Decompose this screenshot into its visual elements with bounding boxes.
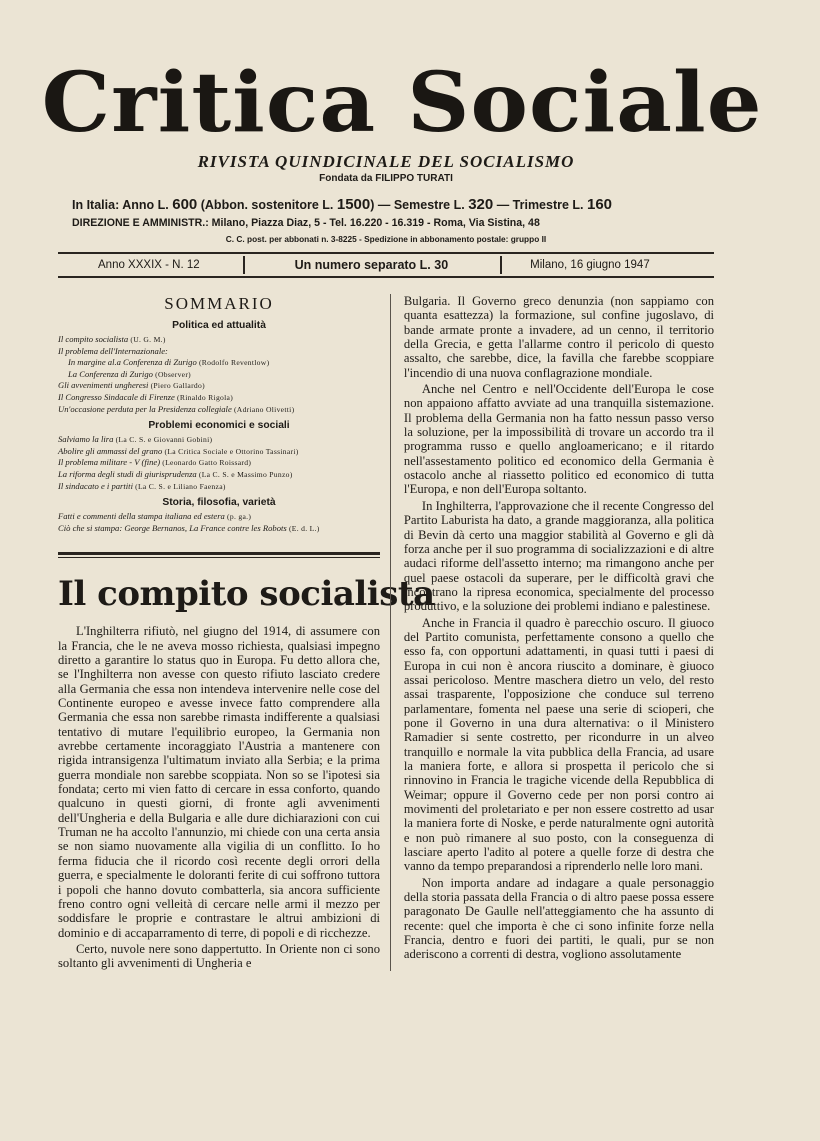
toc-entry-author: (La Critica Sociale e Ottorino Tassinari) xyxy=(162,446,299,456)
toc-entry-title: Abolire gli ammassi del grano xyxy=(58,445,163,456)
issue-date: Milano, 16 giugno 1947 xyxy=(530,259,650,271)
issue-info-bar xyxy=(58,252,714,278)
toc-entry-title: Un'occasione perduta per la Presidenza collegiale xyxy=(58,403,232,414)
article-paragraph: Non importa andare ad indagare a quale personaggio della storia passata della Francia o di altro paese possa essere paragonato De Gaulle nell'atteggiamento che ha assunto di recente: quel che importa è che ci sono infinite forze nella Francia, dentro e fuori dei partiti, le quali, pur se non aderiscono a correnti di destra, vogliono assolutamente xyxy=(403,875,714,962)
toc-list xyxy=(58,434,380,492)
postal-info: C. C. post. per abbonati n. 3-8225 - Spedizione in abbonamento postale: gruppo II xyxy=(225,234,547,244)
issue-price: Un numero separato L. 30 xyxy=(243,256,503,274)
toc-entry xyxy=(58,346,380,358)
toc-entry-title: Salviamo la lira xyxy=(58,434,114,445)
article-paragraph: Certo, nuvole nere sono dappertutto. In Oriente non ci sono soltanto gli avvenimenti di Ungheria e xyxy=(58,941,380,971)
toc-entry-author: (La C. S. e Liliano Faenza) xyxy=(132,481,226,491)
toc-entry xyxy=(58,481,380,493)
toc-entry-title: La riforma degli studi di giurisprudenza xyxy=(58,468,197,479)
toc-entry-author: (Piero Gallardo) xyxy=(148,381,205,391)
toc-entry xyxy=(58,469,380,481)
toc-entry-author: (p. ga.) xyxy=(224,512,252,522)
column-divider xyxy=(390,294,391,971)
toc-entry-author: (Leonardo Gatto Roissard) xyxy=(160,458,252,468)
table-of-contents xyxy=(58,294,380,534)
editorial-address: DIREZIONE E AMMINISTR.: Milano, Piazza Diaz, 5 - Tel. 16.220 - 16.319 - Roma, Via Sistina, 48 xyxy=(72,217,540,229)
toc-section-heading: Storia, filosofia, varietà xyxy=(162,497,276,509)
toc-entry-title: La Conferenza di Zurigo xyxy=(68,368,153,379)
toc-entry xyxy=(58,357,380,369)
toc-entry-title: Ciò che si stampa: George Bernanos, La France contre les Robots xyxy=(58,522,287,533)
toc-entry xyxy=(58,392,380,404)
toc-entry-title: Il sindacato e i partiti xyxy=(58,480,133,491)
toc-section-heading: Politica ed attualità xyxy=(172,320,266,331)
toc-sections xyxy=(58,320,380,534)
issue-number: Anno XXXIX - N. 12 xyxy=(98,259,200,271)
toc-entry-title: Il compito socialista xyxy=(58,334,129,344)
toc-entry xyxy=(58,404,380,416)
article-body-right xyxy=(404,294,714,971)
article-paragraph: In Inghilterra, l'approvazione che il recente Congresso del Partito Laburista ha dato, a grande maggioranza, alla politica di Bevin dà certo una maggior stabilità al Governo e gli dà forza anche per il suo programma di socializzazioni e di altre audaci riforme dell'assetto interno; ma rimangono anche per quel paese ostacoli da superare, per le difficoltà gravi che incontrano la ripresa economica, specialmente del processo produttivo, e la soluzione dei problemi indiano e palestinese. xyxy=(403,498,714,614)
toc-entry xyxy=(58,369,380,381)
article-body-left xyxy=(58,624,380,970)
sommario-title: SOMMARIO xyxy=(164,294,274,313)
toc-entry-author: (Rodolfo Reventlow) xyxy=(196,358,270,368)
toc-list xyxy=(58,511,380,534)
toc-entry xyxy=(58,511,380,523)
toc-entry-title: In margine al.a Conferenza di Zurigo xyxy=(68,357,197,368)
toc-entry-author: (La C. S. e Massimo Punzo) xyxy=(196,469,293,479)
article-title: Il compito socialista xyxy=(58,574,435,615)
toc-entry xyxy=(58,434,380,446)
article-paragraph: Bulgaria. Il Governo greco denunzia (non sappiamo con quanta esattezza) la formazione, sul confine jugoslavo, di bande armate pronte a invadere, ad un cenno, il territorio della Grecia, e getta l'allarme contro il pericolo di questo assalto, che sarebbe, dice, la favilla che farebbe scoppiare l'incendio di una nuova conflagrazione mondiale. xyxy=(403,294,714,380)
toc-entry-author: (E. d. L.) xyxy=(286,523,320,533)
toc-entry-title: Fatti e commenti della stampa italiana ed estera xyxy=(58,511,225,522)
masthead-title: Critica Sociale xyxy=(41,55,763,151)
toc-entry-title: Il problema dell'Internazionale: xyxy=(58,345,168,356)
toc-entry-author: (U. G. M.) xyxy=(128,335,166,344)
toc-entry xyxy=(58,523,380,535)
toc-section-heading: Problemi economici e sociali xyxy=(148,420,290,432)
founder-line: Fondata da FILIPPO TURATI xyxy=(319,173,453,184)
toc-entry-author: (Observer) xyxy=(152,369,192,379)
article-paragraph: Anche in Francia il quadro è parecchio oscuro. Il giuoco del Partito comunista, perfettamente consono a quello che esso fa, con opportuni adattamenti, in quasi tutti i paesi di Europa in cui non è ancora riuscito a dominare, è giuoco assai pericoloso. Mentre maschera dietro un velo, del resto assai trasparente, l'opposizione che conduce sul terreno parlamentare, fomenta nel paese una serie di scioperi, che pone il Governo in una dura alternativa: o il Ministero Ramadier si sente costretto, per ricondurre in un alveo tranquillo e normale la vita pubblica della Francia, ad usare la maniera forte, e allora si prospetta il pericolo che si rinnovino in Francia le tragiche vicende della Repubblica di Weimar; oppure il Governo cede per non porsi contro ai movimenti del proletariato e per non essere costretto ad usar la maniera forte di Noske, e perde naturalmente ogni autorità e non può rimanere al suo posto, con la conseguenza di lasciare aperto l'adito al potere a quelle forze di destra che vanno da tempo preparandosi a riprenderlo nelle loro mani. xyxy=(403,615,714,874)
toc-list xyxy=(58,334,380,415)
toc-entry xyxy=(58,334,380,346)
subscription-prices: In Italia: Anno L. 600 (Abbon. sostenitore L. 1500) — Semestre L. 320 — Trimestre L. 160 xyxy=(72,196,613,213)
toc-entry-author: (La C. S. e Giovanni Gobini) xyxy=(113,435,213,445)
content-columns xyxy=(58,294,714,971)
toc-entry xyxy=(58,457,380,469)
left-column xyxy=(58,294,435,971)
toc-entry-author: (Rinaldo Rigola) xyxy=(174,392,234,402)
article-paragraph: L'Inghilterra rifiutò, nel giugno del 1914, di assumere con la Francia, che le ne aveva mosso richiesta, qualsiasi impegno diretto a garantire lo status quo in Europa. Fu detto allora che, se l'Inghilterra non avesse con questo rifiuto lasciato credere alla Germania che essa non intendeva intervenire nelle cose del Continente europeo e avesse invece fatto comprendere alla Germania che essa non sarebbe rimasta indifferente a qualsiasi tentativo di mutare l'equilibrio europeo, la Germania non avrebbe certamente incoraggiato l'Austria a mantenere con rigida intransigenza l'ultimatum inviato alla Serbia; e la prima guerra mondiale non sarebbe scoppiata. Non so se l'ipotesi sia fondata; certo mi vien fatto di cercare in essa conforto, quando qualcuno in questi giorni, di fronte agli avvenimenti dell'Ungheria e della Bulgaria e alle dure dichiarazioni con cui Truman ne ha accolto l'annunzio, mi chiede con una certa ansia se non siamo nuovamente alla vigilia di un conflitto. Io ho ferma fiducia che il ricordo così recente degli orrori della guerra, e specialmente le doloranti ferite di cui soffrono tuttora i popoli che hanno dovuto combatterla, sia ancora sufficiente freno contro ogni velleità di cercare nelle armi il mezzo per soddisfare le proprie e contrastare le altrui ambizioni di dominio e di accaparramento di terre, di popoli e di ricchezze. xyxy=(58,624,380,940)
toc-entry xyxy=(58,446,380,458)
toc-entry-title: Il problema militare - V (fine) xyxy=(58,457,161,468)
toc-entry-title: Il Congresso Sindacale di Firenze xyxy=(58,391,175,402)
toc-entry-author: (Adriano Olivetti) xyxy=(231,404,295,414)
article-paragraph: Anche nel Centro e nell'Occidente dell'Europa le cose non appaiono affatto avviate ad una tranquilla sistemazione. Il problema della Germania non ha fatto nessun passo verso la soluzione, per la impossibilità di trovare un accordo tra il programma russo e quello angloamericano; e il ritardo nell'assestamento politico ed economico della Germania è ostacolo anche al riassetto politico ed economico di tutta l'Europa, e non dell'Europa soltanto. xyxy=(403,382,714,497)
toc-entry-title: Gli avvenimenti ungheresi xyxy=(58,380,149,391)
masthead-subtitle: RIVISTA QUINDICINALE DEL SOCIALISMO xyxy=(197,152,575,171)
section-divider xyxy=(58,552,380,558)
toc-entry xyxy=(58,380,380,392)
